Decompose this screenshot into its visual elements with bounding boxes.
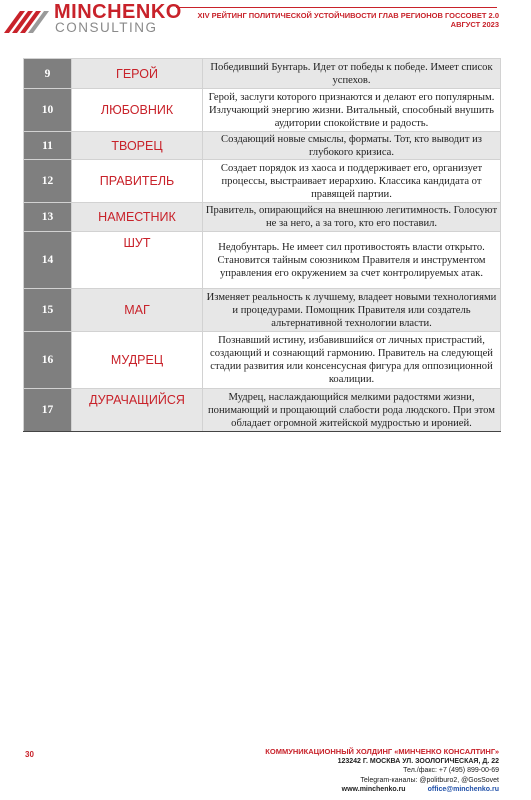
table-row [24, 89, 501, 132]
footer-phone: Тел./факс: +7 (495) 899-00-69 [403, 767, 499, 774]
page-number: 30 [25, 750, 34, 759]
archetype-name: НАМЕСТНИК [72, 203, 203, 232]
archetype-description: Правитель, опирающийся на внешнюю легитимность. Голосуют не за него, а за того, кто его поставил. [203, 203, 501, 232]
row-number: 17 [24, 389, 72, 432]
table-row [24, 389, 501, 432]
page-footer [265, 747, 499, 795]
logo-subtitle: CONSULTING [55, 20, 158, 35]
archetype-name: ЛЮБОВНИК [72, 89, 203, 132]
table-row [24, 232, 501, 289]
archetype-name: ШУТ [72, 232, 203, 289]
archetype-name: МУДРЕЦ [72, 332, 203, 389]
archetype-description: Создающий новые смыслы, форматы. Тот, кто выводит из глубокого кризиса. [203, 132, 501, 160]
footer-telegram: Telegram-каналы: @politburo2, @GosSovet [360, 776, 499, 784]
archetype-description: Изменяет реальность к лучшему, владеет новыми технологиями и процедурами. Помощник Правителя или создатель альтернативной технологии власти. [203, 289, 501, 332]
table-row [24, 203, 501, 232]
row-number: 9 [24, 59, 72, 89]
page-header [0, 0, 531, 40]
table-row [24, 289, 501, 332]
archetype-name: ПРАВИТЕЛЬ [72, 160, 203, 203]
report-title: XIV РЕЙТИНГ ПОЛИТИЧЕСКОЙ УСТОЙЧИВОСТИ ГЛАВ РЕГИОНОВ ГОССОВЕТ 2.0 [197, 11, 499, 20]
logo-wordmark: MINCHENKO [54, 1, 182, 23]
archetype-description: Недобунтарь. Не имеет сил противостоять власти открыто. Становится тайным союзником Правителя и инструментом управления его окружением за счет контролируемых атак. [203, 232, 501, 289]
archetype-description: Познавший истину, избавившийся от личных пристрастий, создающий и сознающий гармонию. Правитель на следующей стадии развития или консенсусная фигура для оппозиционной коалиции. [203, 332, 501, 389]
archetype-description: Создает порядок из хаоса и поддерживает его, организует процессы, выстраивает иерархию. Классика кандидата от правящей партии. [203, 160, 501, 203]
row-number: 16 [24, 332, 72, 389]
table-row [24, 132, 501, 160]
archetype-name: ТВОРЕЦ [72, 132, 203, 160]
archetype-name: ГЕРОЙ [72, 59, 203, 89]
row-number: 15 [24, 289, 72, 332]
archetype-table [23, 58, 501, 432]
table-row [24, 59, 501, 89]
row-number: 14 [24, 232, 72, 289]
archetype-description: Мудрец, наслаждающийся мелкими радостями жизни, понимающий и прощающий слабости рода людского. При этом обладает огромной житейской мудростью и иронией. [203, 389, 501, 432]
archetype-name: МАГ [72, 289, 203, 332]
row-number: 11 [24, 132, 72, 160]
minchenko-logo-mark-icon [4, 3, 52, 35]
row-number: 13 [24, 203, 72, 232]
report-date: АВГУСТ 2023 [450, 20, 499, 29]
row-number: 12 [24, 160, 72, 203]
footer-address: 123242 Г. МОСКВА УЛ. ЗООЛОГИЧЕСКАЯ, Д. 22 [337, 757, 499, 765]
archetype-description: Герой, заслуги которого признаются и делают его популярным. Излучающий энергию жизни. Витальный, способный внушить аудитории спокойствие и радость. [203, 89, 501, 132]
footer-website-link[interactable]: www.minchenko.ru [341, 786, 406, 793]
table-row [24, 160, 501, 203]
row-number: 10 [24, 89, 72, 132]
archetype-name: ДУРАЧАЩИЙСЯ [72, 389, 203, 432]
table-row [24, 332, 501, 389]
footer-company: КОММУНИКАЦИОННЫЙ ХОЛДИНГ «МИНЧЕНКО КОНСАЛТИНГ» [265, 747, 499, 756]
archetype-description: Победивший Бунтарь. Идет от победы к победе. Имеет список успехов. [203, 59, 501, 89]
footer-email-link[interactable]: office@minchenko.ru [427, 786, 499, 793]
header-divider [176, 7, 497, 8]
